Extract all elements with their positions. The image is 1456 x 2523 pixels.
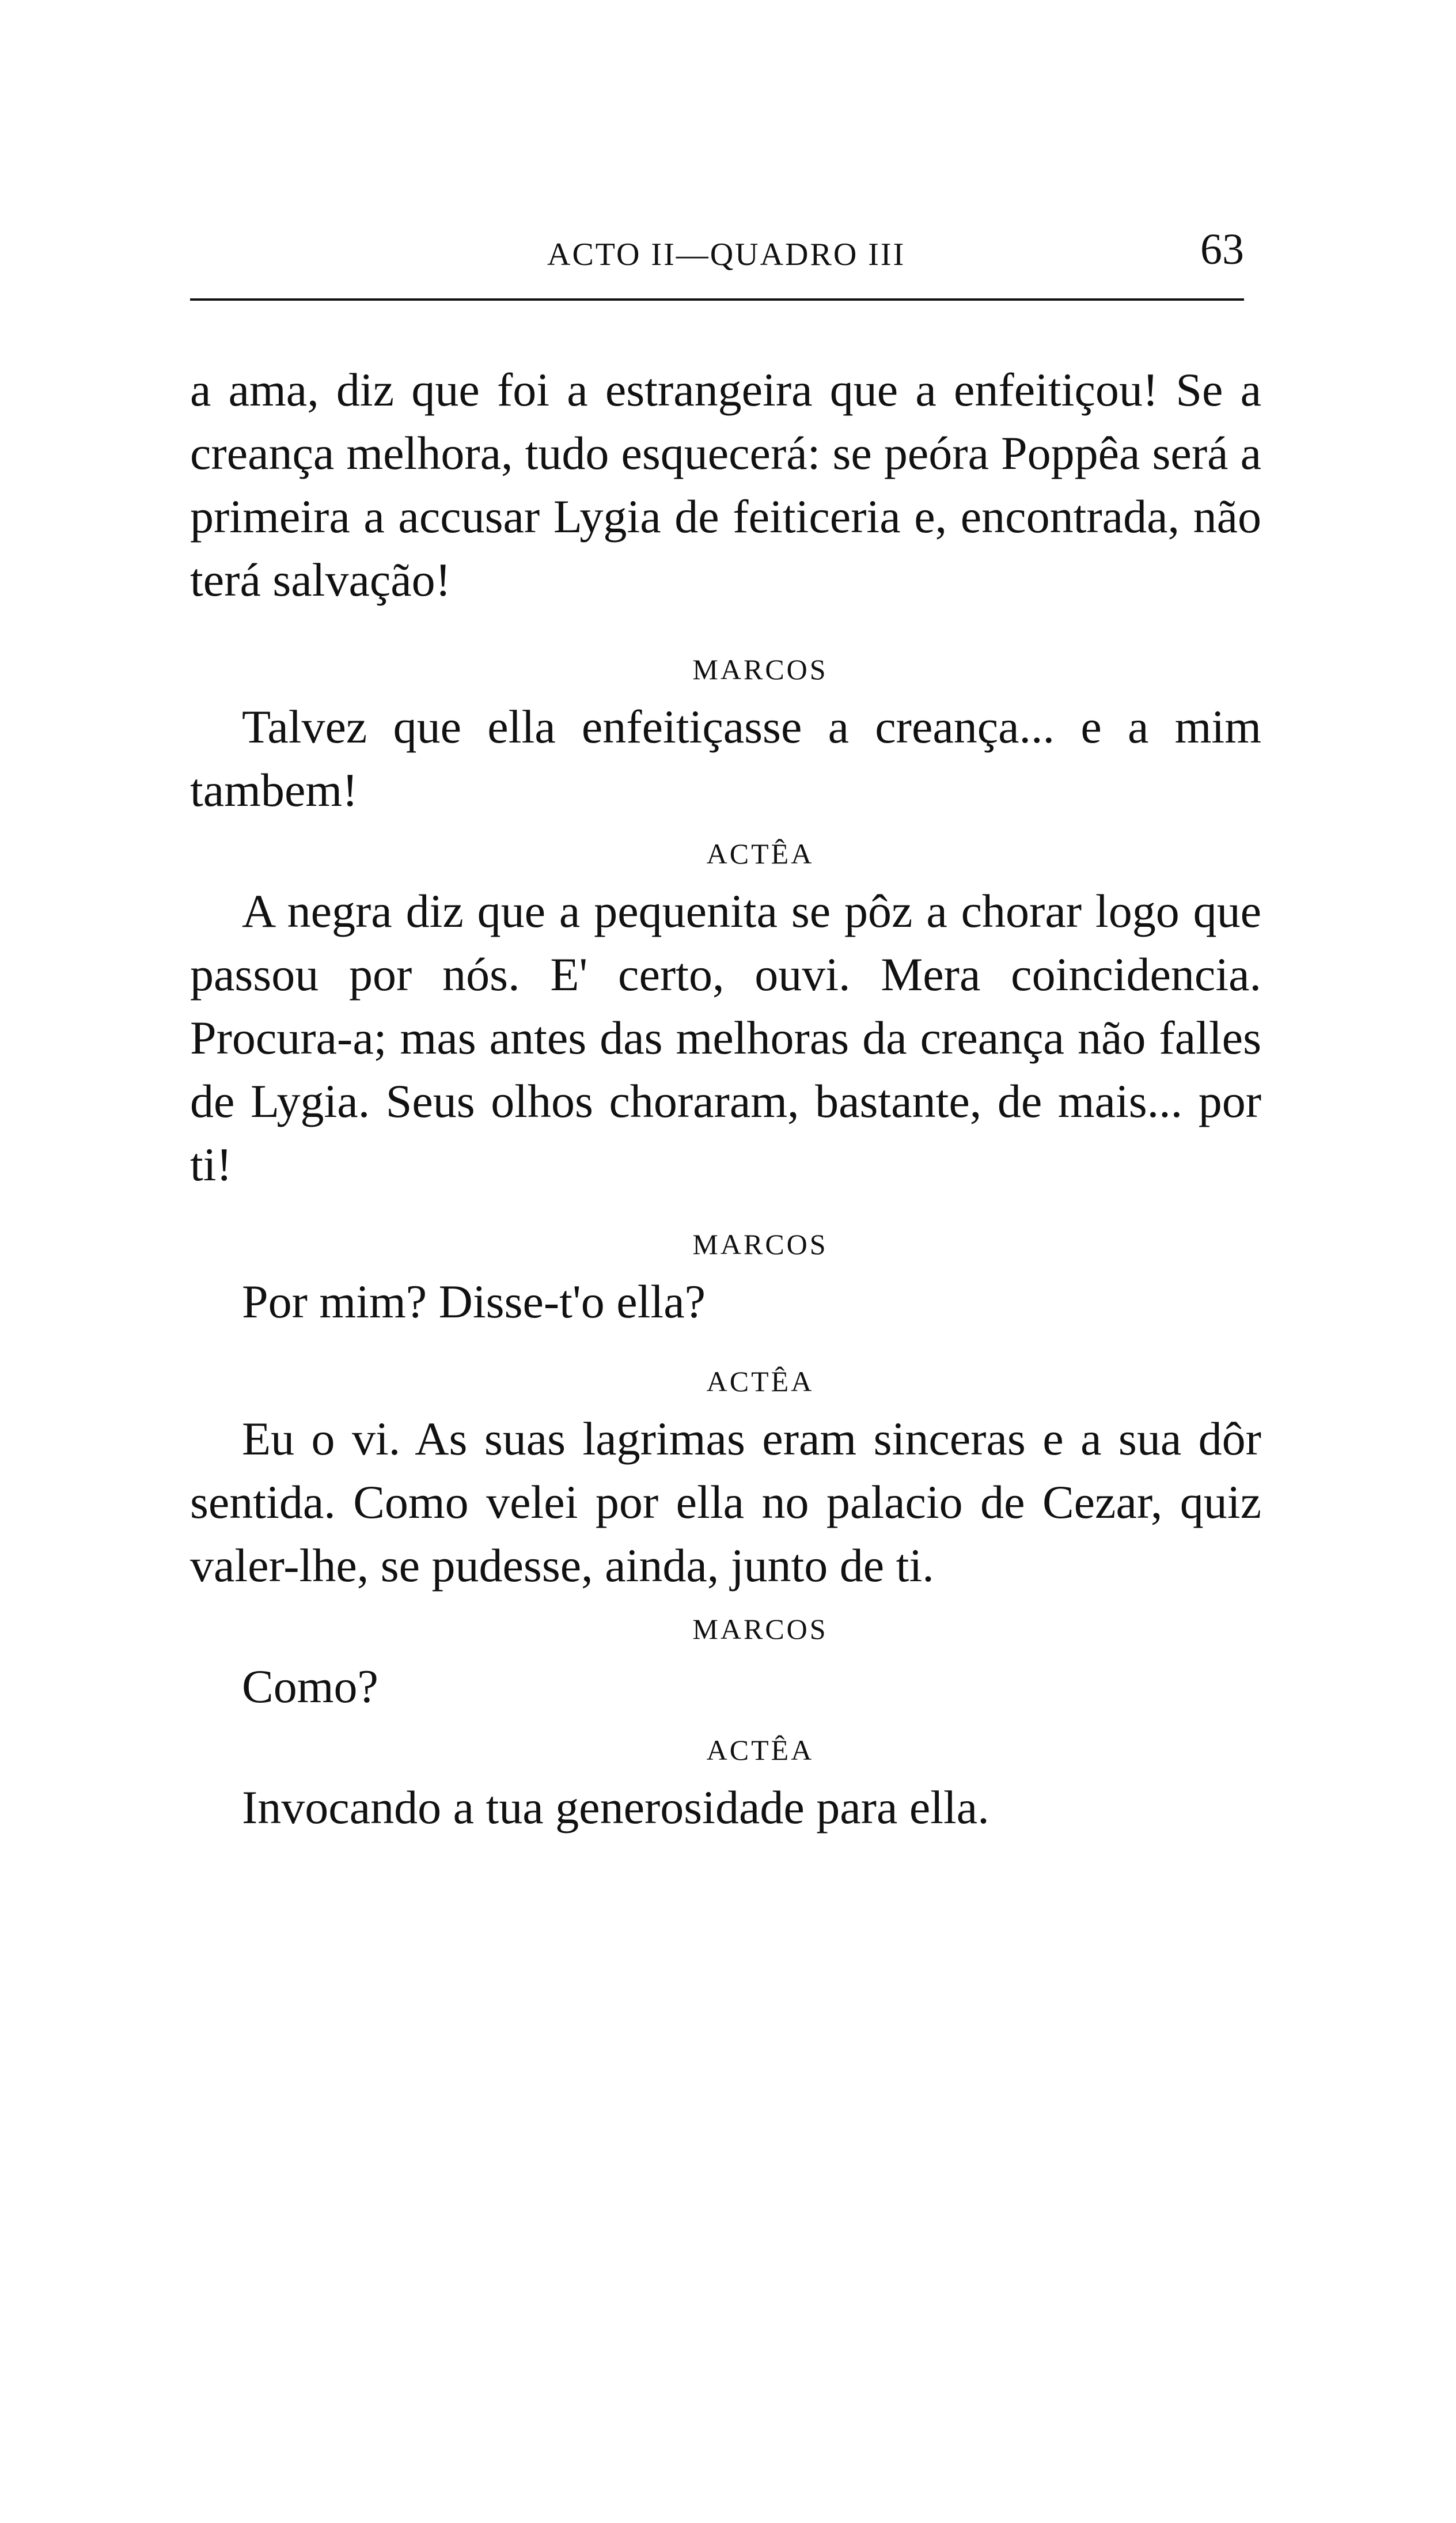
- speaker-name: MARCOS: [692, 1228, 828, 1260]
- chapter-heading: ACTO II—QUADRO III: [547, 237, 906, 272]
- page-number: 63: [1200, 225, 1244, 274]
- dialogue-line: A negra diz que a pequenita se pôz a chorar logo que passou por nós. E' certo, ouvi. Mera coincidencia. Procura-a; mas antes das melhoras da creança não falles de Lygia. Seus olhos choraram, bastante, de mais... por ti!: [190, 885, 1261, 1191]
- speaker-name: ACTÊA: [706, 1365, 814, 1397]
- speaker-name: ACTÊA: [706, 838, 814, 870]
- dialogue-line: Invocando a tua generosidade para ella.: [242, 1781, 989, 1833]
- page-text: [190, 358, 1261, 1839]
- header-rule: [190, 298, 1244, 301]
- dialogue-line: Por mim? Disse-t'o ella?: [242, 1275, 706, 1328]
- speaker-name: MARCOS: [692, 1613, 828, 1645]
- opening-paragraph: a ama, diz que foi a estrangeira que a enfeitiçou! Se a creança melhora, tudo esquecerá: se peóra Poppêa será a primeira a accusar Lygia de feiticeria e, encontrada, não terá salvação!: [190, 363, 1261, 606]
- speaker-name: ACTÊA: [706, 1734, 814, 1766]
- dialogue-line: Como?: [242, 1660, 378, 1713]
- speaker-name: MARCOS: [692, 653, 828, 685]
- dialogue-line: Eu o vi. As suas lagrimas eram sinceras e a sua dôr sentida. Como velei por ella no palacio de Cezar, quiz valer-lhe, se pudesse, ainda, junto de ti.: [190, 1412, 1261, 1592]
- running-head: [190, 225, 1244, 294]
- dialogue-line: Talvez que ella enfeitiçasse a creança... e a mim tambem!: [190, 700, 1261, 816]
